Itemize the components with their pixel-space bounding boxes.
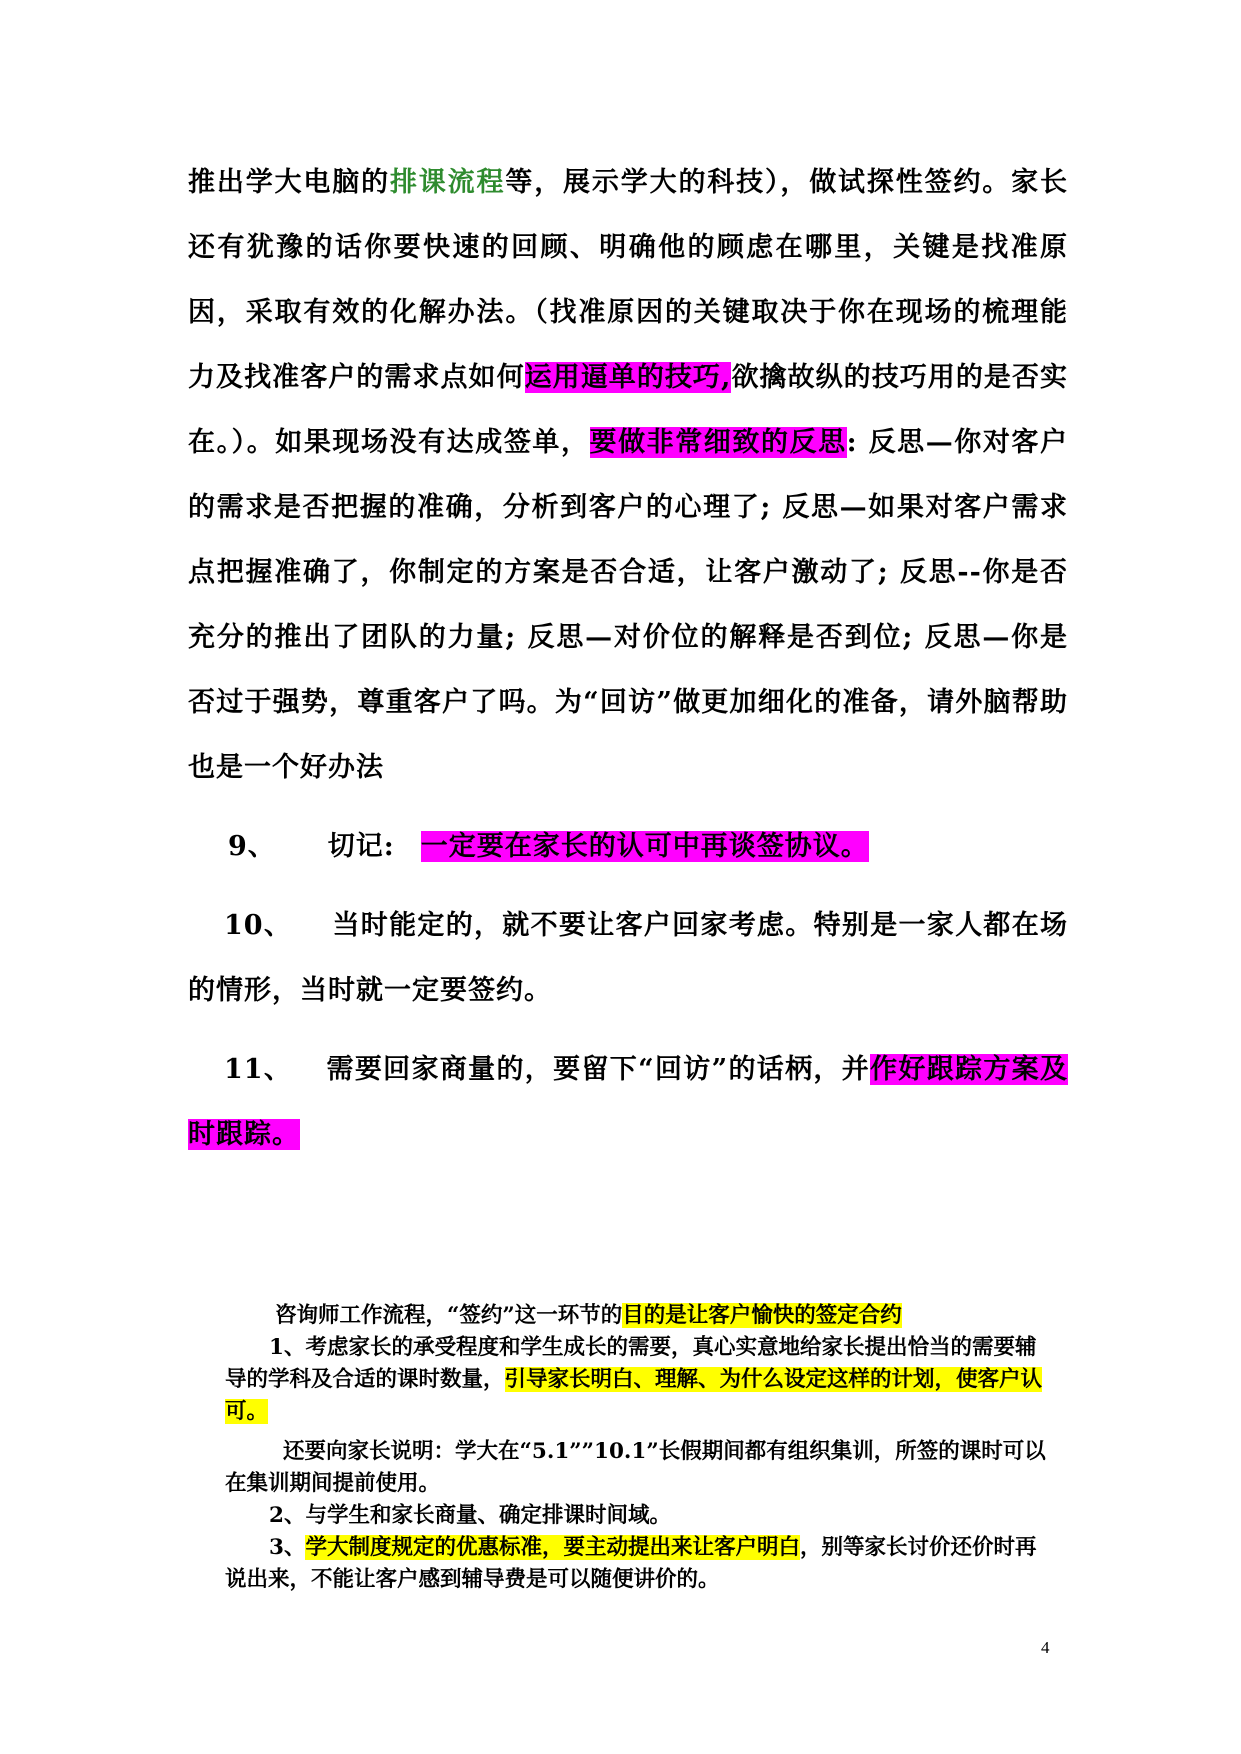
text: 等，展示学大的科技），做试探性签约。家长还有犹豫的话你要快速的回顾、明确他的顾虑在哪里，关键是找准原因，采取有效的化解办法。（找准原因的关键取决于你在现场的梳理能力及找准客户的需求点如何 bbox=[188, 167, 1069, 393]
note: 还要向家长说明：学大在“5.1””10.1”长假期间都有组织集训，所签的课时可以在集训期间提前使用。 bbox=[225, 1439, 1046, 1496]
item-text: 当时能定的，就不要让客户回家考虑。特别是一家人都在场的情形，当时就一定要签约。 bbox=[188, 910, 1069, 1006]
green-text: 排课流程 bbox=[389, 167, 506, 198]
highlight-yellow: 目的是让客户愉快的签定合约 bbox=[622, 1303, 902, 1328]
page-number: 4 bbox=[1041, 1638, 1050, 1657]
workflow-section bbox=[225, 1300, 1055, 1596]
highlight-yellow: 引导家长明白、理解、为什么设定这样的计划，使客户认可。 bbox=[225, 1367, 1043, 1424]
highlight-magenta: 运用逼单的技巧, bbox=[524, 362, 732, 393]
text: 欲擒故纵的技巧用的是否实在。）。如果现场没有达成签单， bbox=[188, 362, 1069, 458]
title-text: 咨询师工作流程，“签约”这一环节的 bbox=[275, 1303, 623, 1328]
highlight-magenta: 作好跟踪方案及时跟踪。 bbox=[188, 1054, 1068, 1150]
text: 推出学大电脑的 bbox=[188, 167, 390, 198]
item-number: 10、 bbox=[224, 910, 293, 941]
item-number: 11、 bbox=[224, 1054, 293, 1085]
step-1 bbox=[225, 1332, 1055, 1428]
list-item-10 bbox=[188, 893, 1068, 1023]
text: : 反思—你对客户的需求是否把握的准确，分析到客户的心理了; 反思—如果对客户需求点把握准确了，你制定的方案是否合适，让客户激动了; 反思--你是否充分的推出了团队的力量; 反思—对价位的解释是否到位; 反思—你是否过于强势，尊重客户了吗。为“回访”做更加细化的准备，请外脑帮助也是一个好办法 bbox=[188, 427, 1069, 783]
item-text: 需要回家商量的，要留下“回访”的话柄，并 bbox=[326, 1054, 871, 1085]
highlight-magenta: 一定要在家长的认可中再谈签协议。 bbox=[420, 831, 869, 862]
step-text: 1、考虑家长的承受程度和学生成长的需要，真心实意地给家长提出恰当的需要辅导的学科及合适的课时数量， bbox=[225, 1335, 1037, 1392]
step-number: 3、 bbox=[269, 1535, 306, 1560]
list-item-11 bbox=[188, 1037, 1068, 1167]
item-label: 切记: bbox=[327, 831, 395, 862]
step-text: ，别等家长讨价还价时再说出来，不能让客户感到辅导费是可以随便讲价的。 bbox=[225, 1535, 1037, 1592]
paragraph-reflection bbox=[188, 150, 1068, 800]
item-number: 9、 bbox=[228, 831, 276, 862]
list-item-9 bbox=[188, 814, 1068, 879]
highlight-yellow: 学大制度规定的优惠标准，要主动提出来让客户明白 bbox=[305, 1535, 800, 1560]
highlight-magenta: 要做非常细致的反思 bbox=[589, 427, 847, 458]
step-3 bbox=[225, 1532, 1055, 1596]
main-text-section bbox=[188, 150, 1068, 1167]
section-title bbox=[225, 1300, 1055, 1332]
step-2: 2、与学生和家长商量、确定排课时间域。 bbox=[269, 1503, 671, 1528]
